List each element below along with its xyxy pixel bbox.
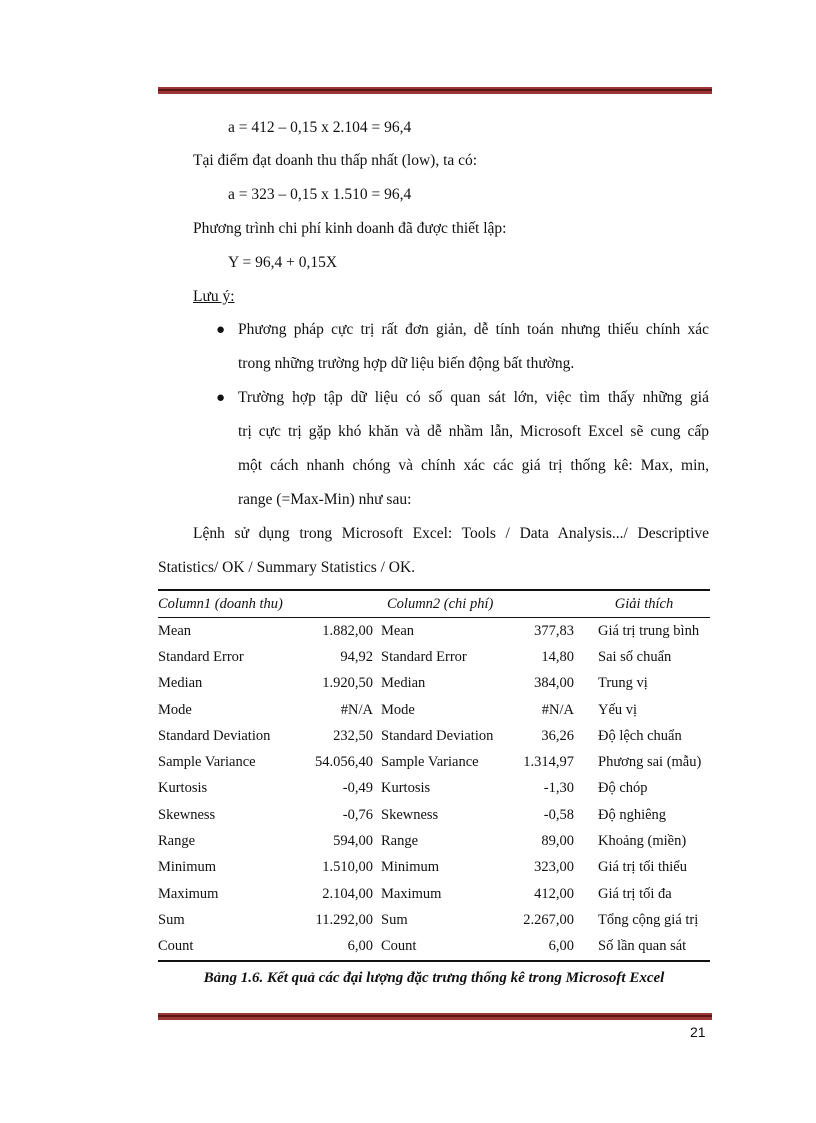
row-value-revenue: 1.882,00 <box>322 622 373 639</box>
row-explanation: Sai số chuẩn <box>598 648 672 665</box>
row-value-cost: 377,83 <box>534 622 574 639</box>
bullet-2-line-3: một cách nhanh chóng và chính xác các giá trị thống kê: Max, min, <box>238 457 709 474</box>
row-value-revenue: 2.104,00 <box>322 885 373 902</box>
bullet-2-line-4: range (=Max-Min) như sau: <box>238 491 412 508</box>
row-label-revenue: Range <box>158 833 196 850</box>
row-explanation: Tổng cộng giá trị <box>598 911 699 928</box>
row-value-cost: 2.267,00 <box>523 911 574 928</box>
command-line-2: Statistics/ OK / Summary Statistics / OK. <box>158 559 416 576</box>
row-value-cost: 14,80 <box>541 648 574 665</box>
row-label-revenue: Skewness <box>158 806 216 823</box>
row-value-revenue: 54.056,40 <box>315 754 373 771</box>
row-label-revenue: Standard Error <box>158 648 244 665</box>
table-row <box>158 828 710 854</box>
row-label-cost: Range <box>381 833 419 850</box>
row-label-cost: Mode <box>381 701 415 718</box>
row-value-revenue: -0,49 <box>342 780 373 797</box>
table-row <box>158 934 710 961</box>
row-value-cost: 36,26 <box>541 727 574 744</box>
row-label-revenue: Mean <box>158 622 192 639</box>
row-label-revenue: Maximum <box>158 885 219 902</box>
row-explanation: Độ nghiêng <box>598 806 667 823</box>
caption-text: Kết quả các đại lượng đặc trưng thống kê trong Microsoft Excel <box>267 970 665 986</box>
table-row <box>158 618 710 645</box>
bullet-2-line-1: Trường hợp tập dữ liệu có số quan sát lớn, việc tìm thấy những giá <box>238 389 709 406</box>
row-explanation: Độ chóp <box>598 780 648 797</box>
header-rule <box>158 87 712 94</box>
row-explanation: Độ lệch chuẩn <box>598 727 682 744</box>
row-label-cost: Skewness <box>381 806 439 823</box>
bullet-2-line-2: trị cực trị gặp khó khăn và dễ nhầm lẫn, Microsoft Excel sẽ cung cấp <box>238 423 709 440</box>
cost-equation: Y = 96,4 + 0,15X <box>228 254 338 271</box>
row-explanation: Trung vị <box>598 675 648 692</box>
bullet-1-line-1: Phương pháp cực trị rất đơn giản, dễ tính toán nhưng thiếu chính xác <box>238 321 709 338</box>
equation-a-high: a = 412 – 0,15 x 2.104 = 96,4 <box>228 119 412 136</box>
row-value-revenue: 232,50 <box>333 727 373 744</box>
table-row <box>158 802 710 828</box>
row-value-revenue: 6,00 <box>287 934 377 961</box>
table-header-row <box>158 590 710 618</box>
row-label-cost: Maximum <box>381 885 442 902</box>
table-row <box>158 881 710 907</box>
row-value-revenue: 94,92 <box>340 648 373 665</box>
row-value-cost: 412,00 <box>534 885 574 902</box>
explanation-header: Giải thích <box>578 590 710 618</box>
bullet-icon: ● <box>216 390 226 406</box>
row-label-revenue: Sum <box>158 911 185 928</box>
row-explanation: Giá trị tối đa <box>598 885 672 902</box>
table-row <box>158 776 710 802</box>
bullet-icon: ● <box>216 322 226 338</box>
command-line-1: Lệnh sử dụng trong Microsoft Excel: Tools / Data Analysis.../ Descriptive <box>193 525 709 542</box>
row-label-revenue: Sample Variance <box>158 754 256 771</box>
row-value-revenue: -0,76 <box>342 806 373 823</box>
row-explanation: Phương sai (mẫu) <box>598 754 702 771</box>
row-label-revenue: Kurtosis <box>158 780 208 797</box>
row-value-cost: 384,00 <box>534 675 574 692</box>
row-explanation: Giá trị trung bình <box>598 622 700 639</box>
note-label: Lưu ý: <box>193 288 235 305</box>
row-value-revenue: 1.920,50 <box>322 675 373 692</box>
row-label-cost: Kurtosis <box>381 780 431 797</box>
row-label-cost: Median <box>381 675 426 692</box>
row-label-cost: Sum <box>381 911 408 928</box>
statistics-table <box>158 589 710 962</box>
table-row <box>158 723 710 749</box>
footer-rule <box>158 1013 712 1020</box>
row-value-revenue: #N/A <box>340 701 373 718</box>
table-caption <box>158 970 710 987</box>
table-row <box>158 749 710 775</box>
row-value-cost: 89,00 <box>541 833 574 850</box>
column2-header: Column2 (chi phí) <box>377 590 578 618</box>
row-explanation: Giá trị tối thiểu <box>598 859 687 876</box>
row-value-cost: 323,00 <box>534 859 574 876</box>
caption-label: Bảng 1.6. <box>203 970 264 986</box>
row-label-revenue: Count <box>158 934 287 961</box>
table-row <box>158 697 710 723</box>
row-explanation: Khoảng (miền) <box>598 833 687 850</box>
column1-header: Column1 (doanh thu) <box>158 590 377 618</box>
row-label-cost: Count <box>377 934 501 961</box>
row-value-revenue: 594,00 <box>333 833 373 850</box>
row-label-cost: Sample Variance <box>381 754 479 771</box>
row-explanation: Yếu vị <box>598 701 638 718</box>
row-value-cost: #N/A <box>541 701 574 718</box>
table-row <box>158 644 710 670</box>
table-row <box>158 907 710 933</box>
row-value-revenue: 11.292,00 <box>315 911 373 928</box>
row-label-cost: Standard Deviation <box>381 727 494 744</box>
bullet-1-line-2: trong những trường hợp dữ liệu biến động bất thường. <box>238 355 575 372</box>
equation-a-low: a = 323 – 0,15 x 1.510 = 96,4 <box>228 186 412 203</box>
row-explanation: Số lần quan sát <box>578 934 710 961</box>
table-row <box>158 671 710 697</box>
row-value-cost: -0,58 <box>543 806 574 823</box>
row-value-cost: 6,00 <box>501 934 578 961</box>
low-point-text: Tại điểm đạt doanh thu thấp nhất (low), ta có: <box>193 152 478 169</box>
row-label-cost: Standard Error <box>381 648 467 665</box>
row-label-cost: Minimum <box>381 859 440 876</box>
row-label-revenue: Mode <box>158 701 192 718</box>
row-label-revenue: Minimum <box>158 859 217 876</box>
row-label-revenue: Median <box>158 675 203 692</box>
row-value-revenue: 1.510,00 <box>322 859 373 876</box>
equation-intro: Phương trình chi phí kinh doanh đã được thiết lập: <box>193 220 507 237</box>
row-label-revenue: Standard Deviation <box>158 727 271 744</box>
table-row <box>158 855 710 881</box>
page-number: 21 <box>690 1024 706 1040</box>
row-value-cost: -1,30 <box>543 780 574 797</box>
row-value-cost: 1.314,97 <box>523 754 574 771</box>
row-label-cost: Mean <box>381 622 415 639</box>
